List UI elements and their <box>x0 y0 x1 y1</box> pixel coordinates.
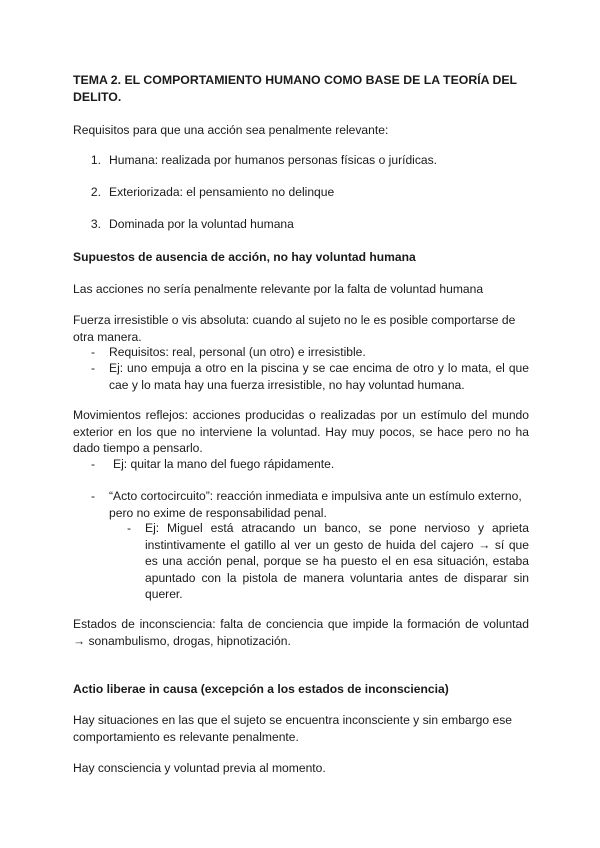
bullet-item: Ej: uno empuja a otro en la piscina y se cae encima de otro y lo mata, el que cae y lo mata hay una fuerza irresistible, no hay voluntad humana. <box>109 361 529 392</box>
bullet-item: “Acto cortocircuito”: reacción inmediata e impulsiva ante un estímulo externo, pero no exime de responsabilidad penal. <box>109 489 522 520</box>
bullet-dash: - <box>91 345 96 359</box>
list-number: 1. <box>90 153 101 167</box>
list-item: Dominada por la voluntad humana <box>109 217 294 231</box>
paragraph: Hay consciencia y voluntad previa al momento. <box>73 761 326 775</box>
bullet-item: Requisitos: real, personal (un otro) e irresistible. <box>109 345 366 359</box>
requisitos-intro: Requisitos para que una acción sea penalmente relevante: <box>73 123 389 137</box>
sub-bullet-item: Ej: Miguel está atracando un banco, se pone nervioso y aprieta instintivamente el gatillo al ver un gesto de huida del cajero → sí que es una acción penal, porque se ha puesto el en esa situación, estaba apuntado con la pistola de manera voluntaria antes de disparar sin querer. <box>145 521 529 601</box>
bullet-dash: - <box>127 521 132 535</box>
bullet-dash: - <box>91 489 96 503</box>
list-number: 3. <box>90 217 101 231</box>
section-heading: Actio liberae in causa (excepción a los estados de inconsciencia) <box>73 682 449 696</box>
section-heading: Supuestos de ausencia de acción, no hay voluntad humana <box>73 250 416 264</box>
bullet-dash: - <box>91 457 96 471</box>
list-item: Humana: realizada por humanos personas físicas o jurídicas. <box>109 153 438 167</box>
paragraph: Las acciones no sería penalmente relevante por la falta de voluntad humana <box>73 282 484 296</box>
estados-paragraph: Estados de inconsciencia: falta de conciencia que impide la formación de voluntad → sonambulismo, drogas, hipnotización. <box>73 617 529 648</box>
movimientos-paragraph: Movimientos reflejos: acciones producidas o realizadas por un estímulo del mundo exterior en los que no interviene la voluntad. Hay muy pocos, se hace pero no ha dado tiempo a pensarlo. <box>73 408 529 455</box>
paragraph: Hay situaciones en las que el sujeto se encuentra inconsciente y sin embargo ese comportamiento es relevante penalmente. <box>73 713 512 744</box>
fuerza-paragraph: Fuerza irresistible o vis absoluta: cuando al sujeto no le es posible comportarse de otra manera. <box>73 313 516 344</box>
bullet-dash: - <box>91 361 96 375</box>
list-item: Exteriorizada: el pensamiento no delinque <box>109 185 335 199</box>
bullet-item: Ej: quitar la mano del fuego rápidamente. <box>113 457 335 471</box>
page-title: TEMA 2. EL COMPORTAMIENTO HUMANO COMO BASE DE LA TEORÍA DEL DELITO. <box>73 73 517 104</box>
list-number: 2. <box>90 185 101 199</box>
